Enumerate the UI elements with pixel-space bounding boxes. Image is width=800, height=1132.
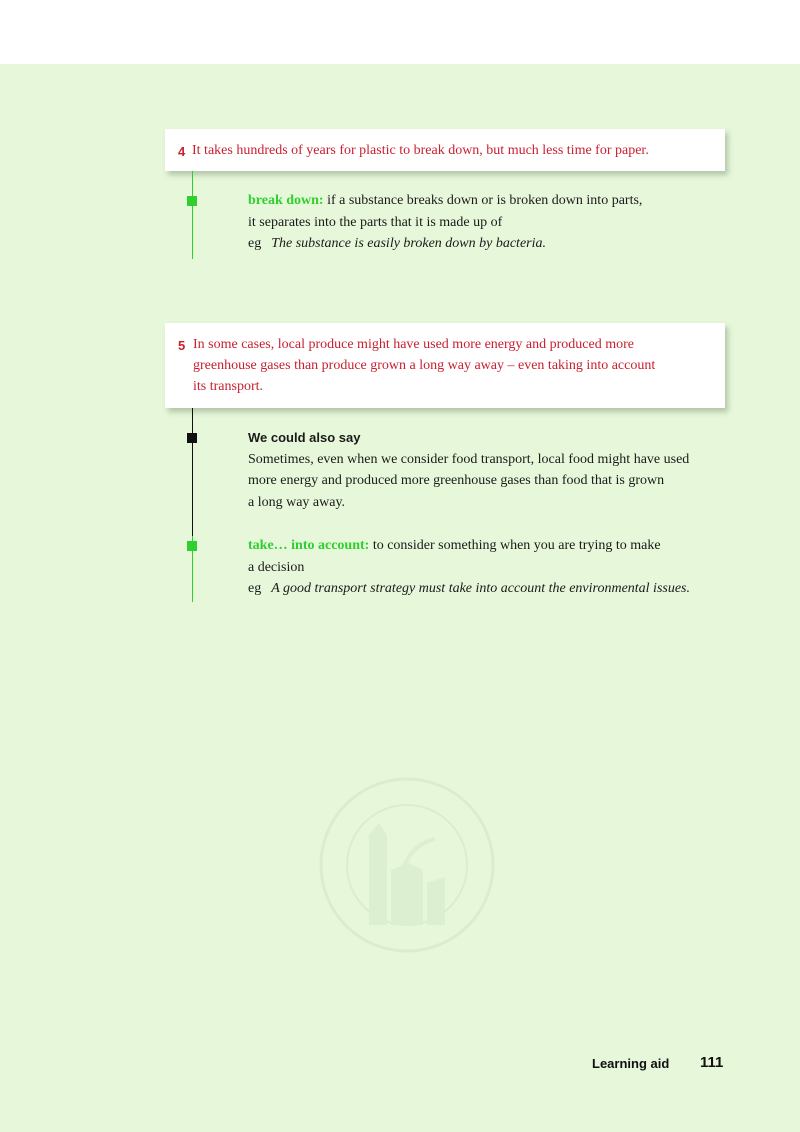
note-heading: We could also say <box>248 430 361 445</box>
footer-section-label: Learning aid <box>592 1056 670 1071</box>
sentence-line: greenhouse gases than produce grown a long way away – even taking into account <box>193 358 656 373</box>
example-sentence: The substance is easily broken down by bacteria. <box>271 236 546 251</box>
example-label: eg <box>248 236 262 251</box>
sentence-box-4 <box>165 129 725 171</box>
sentence-box-5 <box>165 323 725 408</box>
note-line: a long way away. <box>248 494 346 510</box>
vocabulary-term: break down: <box>248 193 324 208</box>
green-square-bullet-icon <box>187 541 197 551</box>
alternative-phrasing-note <box>248 427 689 513</box>
green-square-bullet-icon <box>187 196 197 206</box>
definition-text: if a substance breaks down or is broken down into parts, <box>323 193 643 208</box>
vocabulary-term: take… into account: <box>248 538 370 553</box>
page-number: 111 <box>700 1054 724 1071</box>
sentence-line: its transport. <box>193 379 263 394</box>
note-line: more energy and produced more greenhouse gases than food that is grown <box>248 473 665 488</box>
black-square-bullet-icon <box>187 433 197 443</box>
example-sentence: A good transport strategy must take into account the environmental issues. <box>271 581 691 596</box>
vocabulary-note <box>248 535 690 600</box>
vocabulary-note <box>248 190 642 255</box>
sentence-number: 5 <box>178 338 186 353</box>
sentence-text <box>193 334 693 397</box>
sentence-text: It takes hundreds of years for plastic to break down, but much less time for paper. <box>192 143 649 158</box>
example-label: eg <box>248 581 262 596</box>
note-line: Sometimes, even when we consider food transport, local food might have used <box>248 451 690 467</box>
definition-text: a decision <box>248 559 305 575</box>
note-connector-line-black <box>192 408 193 536</box>
definition-text: it separates into the parts that it is made up of <box>248 214 503 230</box>
sentence-number: 4 <box>178 144 186 159</box>
definition-text: to consider something when you are trying to make <box>369 538 661 553</box>
publisher-seal-watermark-icon <box>317 775 497 955</box>
note-connector-line <box>192 171 193 259</box>
sentence-line: In some cases, local produce might have used more energy and produced more <box>193 337 634 352</box>
